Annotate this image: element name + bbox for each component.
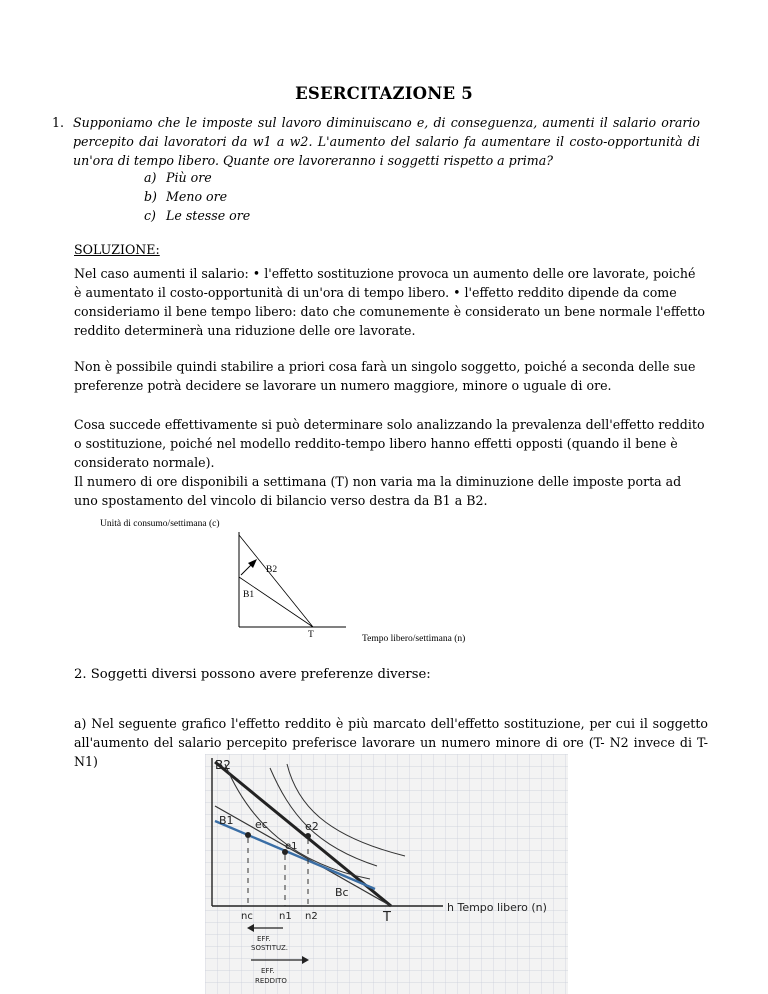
option-key: b) [144, 189, 157, 204]
paragraph-4: Il numero di ore disponibili a settimana (T) non varia ma la diminuzione delle imposte porta ad uno spostamento del vincolo di bilancio verso destra da B1 a B2. [74, 474, 682, 508]
grid-pattern [205, 754, 568, 994]
budget-line-b2 [239, 535, 313, 627]
graph2-label-n2: n2 [305, 911, 318, 922]
budget-constraint-figure [100, 515, 500, 650]
graph2-label-nc: nc [241, 911, 253, 922]
paragraph-3: Cosa succede effettivamente si può determinare solo analizzando la prevalenza dell'effetto reddito o sostituzione, poiché nel modello reddito-tempo libero hanno effetti opposti (quando il bene è considerato normale). [74, 417, 705, 470]
question-1 [52, 113, 700, 170]
figure1-label-b1: B1 [243, 590, 255, 600]
solution-heading [74, 240, 706, 259]
option-key: c) [144, 208, 156, 223]
graph2-label-e2: e2 [305, 820, 319, 833]
hand-drawn-graph [205, 754, 568, 994]
graph2-label-b1: B1 [219, 814, 234, 827]
solution-heading-text: SOLUZIONE: [74, 242, 160, 257]
budget-line-b1 [239, 577, 313, 627]
section-2-paragraph: a) Nel seguente grafico l'effetto reddito è più marcato dell'effetto sostituzione, per cui il soggetto all'aumento del salario percepito preferisce lavorare un numero minore di ore (T- N2 invece di T-N1) [74, 716, 708, 769]
point-ec [245, 832, 251, 838]
graph2-label-ec: ec [255, 818, 268, 831]
graph2-label-n1: n1 [279, 911, 292, 922]
graph2-label-bc: Bc [335, 886, 349, 899]
page-title: ESERCITAZIONE 5 [295, 84, 473, 103]
substitution-label-2: SOSTITUZ. [251, 944, 289, 952]
option-text: Meno ore [166, 189, 228, 204]
question-text: Supponiamo che le imposte sul lavoro diminuiscano e, di conseguenza, aumenti il salario orario percepito dai lavoratori da w1 a w2. L'aumento del salario fa aumentare il costo-opportunità di un'ora di tempo libero. Quante ore lavoreranno i soggetti rispetto a prima? [73, 115, 700, 168]
paragraph-2: Non è possibile quindi stabilire a priori cosa farà un singolo soggetto, poiché a seconda delle sue preferenze potrà decidere se lavorare un numero maggiore, minore o uguale di ore. [74, 359, 696, 393]
figure1-x-label: Tempo libero/settimana (n) [362, 634, 466, 644]
question-number: 1. [52, 115, 65, 130]
point-e2 [305, 833, 311, 839]
graph2-x-label: h Tempo libero (n) [447, 901, 547, 914]
paragraph-1: Nel caso aumenti il salario: • l'effetto sostituzione provoca un aumento delle ore lavorate, poiché è aumentato il costo-opportunità di un'ora di tempo libero. • l'effetto reddito dipende da come consideriamo il bene tempo libero: dato che comunemente è considerato un bene normale l'effetto reddito determinerà una riduzione delle ore lavorate. [74, 266, 705, 338]
income-effect-label-2: REDDITO [255, 977, 287, 985]
graph2-label-b2: B2 [215, 758, 231, 772]
option-key: a) [144, 170, 157, 185]
figure1-y-label: Unità di consumo/settimana (c) [100, 519, 220, 529]
hand-drawn-graph-photo [205, 754, 568, 994]
graph2-label-e1: e1 [285, 841, 298, 852]
substitution-label-1: EFF. [257, 935, 271, 943]
income-effect-label-1: EFF. [261, 967, 275, 975]
section-2-heading: 2. Soggetti diversi possono avere preferenze diverse: [74, 667, 431, 682]
graph2-label-t: T [383, 910, 391, 925]
option-text: Le stesse ore [166, 208, 251, 223]
option-text: Più ore [166, 170, 212, 185]
figure1-label-b2: B2 [266, 565, 278, 575]
figure1-label-t: T [308, 630, 314, 640]
